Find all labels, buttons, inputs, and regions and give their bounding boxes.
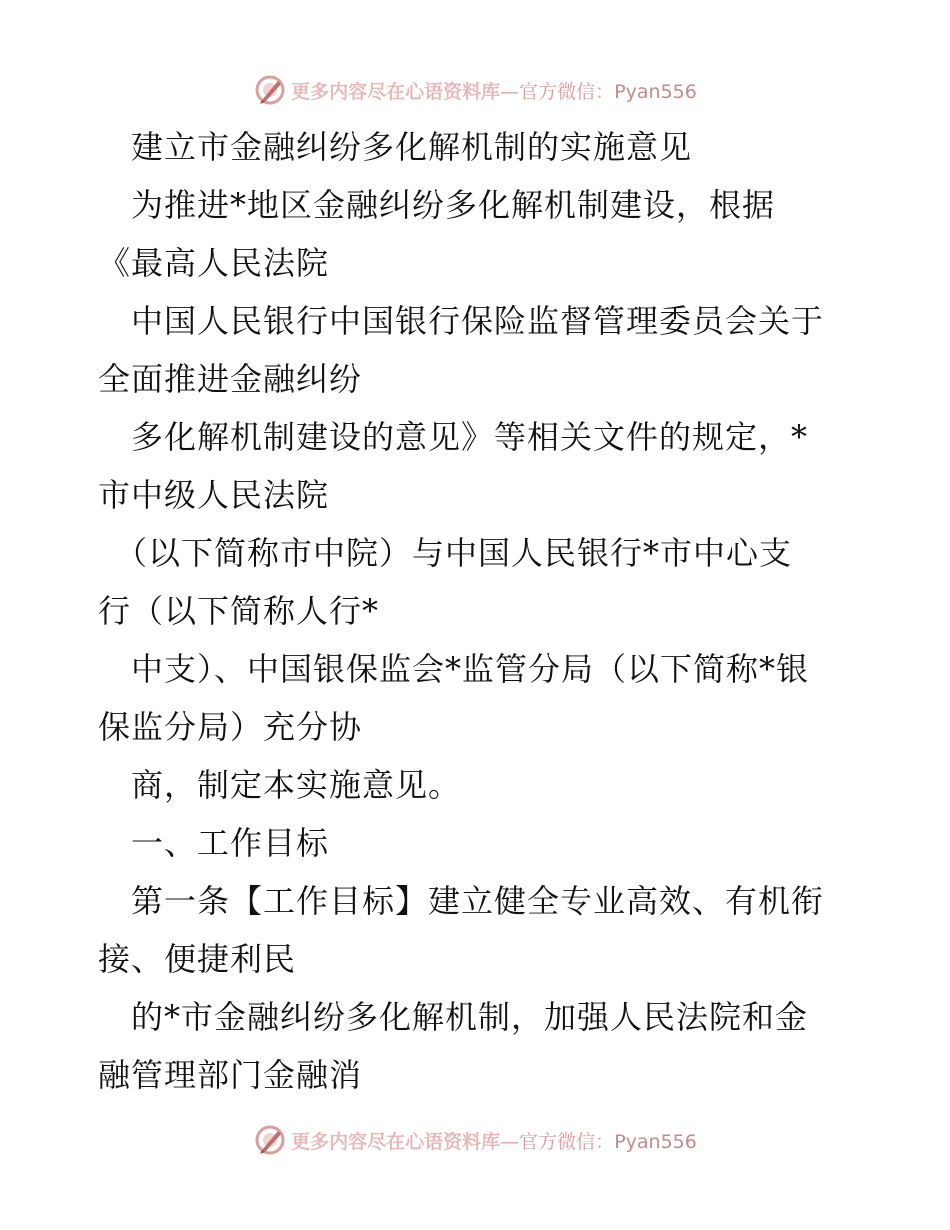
document-line: 保监分局）充分协 xyxy=(98,708,363,746)
document-line: 市中级人民法院 xyxy=(98,476,330,514)
document-line: 中国人民银行中国银行保险监督管理委员会关于 xyxy=(98,302,825,340)
footer-brand: 更多内容尽在心语资料库 xyxy=(291,1130,501,1153)
footer-banner-text xyxy=(291,1127,697,1154)
document-line: 多化解机制建设的意见》等相关文件的规定，* xyxy=(98,418,809,456)
footer-wechat-id: Pyan556 xyxy=(614,1130,697,1153)
document-line: 为推进*地区金融纠纷多化解机制建设，根据 xyxy=(98,186,776,224)
document-line: 融管理部门金融消 xyxy=(98,1056,363,1094)
header-brand: 更多内容尽在心语资料库 xyxy=(291,80,501,103)
header-banner-text xyxy=(291,77,697,104)
document-line: 建立市金融纠纷多化解机制的实施意见 xyxy=(98,128,693,166)
header-separator: — xyxy=(500,80,520,103)
document-line: 接、便捷利民 xyxy=(98,940,297,978)
footer-wechat-label: 官方微信： xyxy=(519,1130,615,1153)
header-wechat-id: Pyan556 xyxy=(614,80,697,103)
document-line: 行（以下简称人行* xyxy=(98,592,380,630)
document-line: 全面推进金融纠纷 xyxy=(98,360,363,398)
footer-banner xyxy=(0,1122,950,1158)
footer-separator: — xyxy=(500,1130,520,1153)
document-line: 第一条【工作目标】建立健全专业高效、有机衔 xyxy=(98,882,825,920)
pen-logo-icon xyxy=(253,1123,287,1157)
document-line: 中支）、中国银保监会*监管分局（以下简称*银 xyxy=(98,650,810,688)
document-line: 《最高人民法院 xyxy=(98,244,330,282)
header-wechat-label: 官方微信： xyxy=(519,80,615,103)
header-banner xyxy=(0,72,950,108)
document-line: 的*市金融纠纷多化解机制，加强人民法院和金 xyxy=(98,998,809,1036)
document-line: 商，制定本实施意见。 xyxy=(98,766,462,804)
section-heading: 一、工作目标 xyxy=(98,824,330,862)
pen-logo-icon xyxy=(253,73,287,107)
document-line: （以下简称市中院）与中国人民银行*市中心支 xyxy=(98,534,793,572)
